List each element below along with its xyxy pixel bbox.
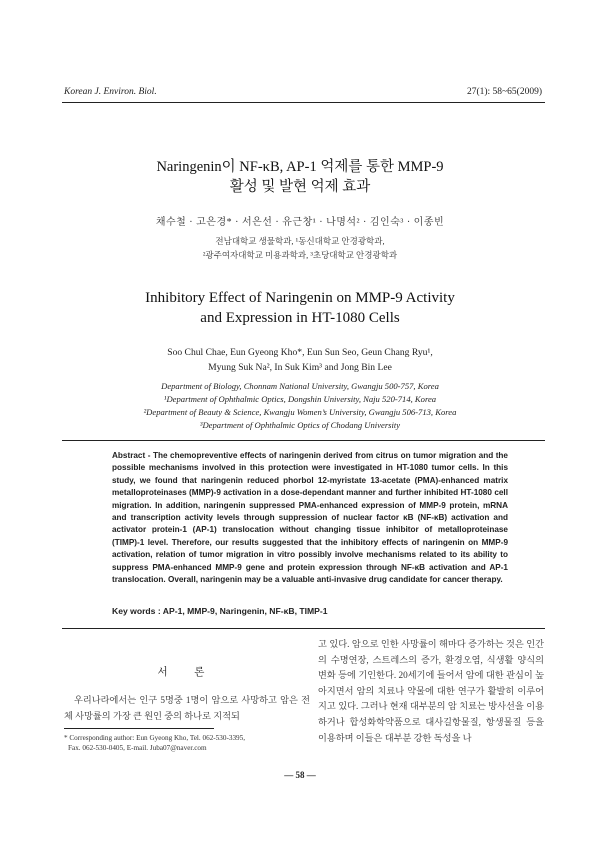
abstract-top-rule <box>62 440 545 441</box>
keywords: Key words : AP-1, MMP-9, Naringenin, NF-κB, TIMP-1 <box>112 606 328 616</box>
english-title-line1: Inhibitory Effect of Naringenin on MMP-9 Activity <box>145 290 455 306</box>
journal-name: Korean J. Environ. Biol. <box>64 87 157 97</box>
section-title: 서 론 <box>157 667 217 678</box>
body-right-column: 고 있다. 암으로 인한 사망률이 해마다 증가하는 것은 인간의 수명연장, 스트레스의 증가, 환경오염, 식생활 양식의 변화 등에 기인한다. 20세기에 들어서 암에 대한 관심이 높아지면서 암의 치료나 약물에 대한 연구가 활발히 이루어지고 있다. 그러나 현재 대부분의 암 치료는 방사선을 이용하거나 합성화학약품으로 대사길항물질, 항생물질 등을 이용하며 이들은 대부분 강한 독성을 나 <box>318 639 544 743</box>
abstract <box>112 450 508 586</box>
affiliation-2: ²Department of Beauty & Science, Kwangju Women’s University, Gwangju 506-713, Korea <box>143 407 457 417</box>
english-title-line2: and Expression in HT-1080 Cells <box>200 310 400 326</box>
volume-pages: 27(1): 58~65(2009) <box>466 87 542 97</box>
english-title <box>0 288 600 328</box>
english-authors <box>0 346 600 375</box>
page-number: — 58 — <box>284 770 316 780</box>
abstract-text: - The chemopreventive effects of naringenin derived from citrus on tumor migration and the possible mechanisms involved in this protection were investigated in HT-1080 tumor cells. In this study, we found that naringenin reduced phorbol 12-myristate 13-acetate (PMA)-enhanced matrix metalloproteinases (MMP)-9 activation in a dose-dependant manner and further inhibited HT-1080 cell migration. In addition, naringenin suppressed PMA-enhanced expression of MMP-9 protein, mRNA and transcription activity levels through suppression of nuclear factor κB (NF-κB) activation and activator protein-1 (AP-1) translocation without changing tissue inhibitor of metalloproteinase (TIMP)-1 level. Therefore, our results suggested that the inhibitory effects of naringenin on MMP-9 activation, relation of tumor migration in vitro possibly involve mechanisms related to its ability to suppress PMA-enhanced MMP-9 gene and protein expression through NF-κB activation and AP-1 translocation. Overall, naringenin may be a valuable anti-invasive drug candidate for cancer therapy. <box>112 451 508 585</box>
abstract-bottom-rule <box>62 628 545 629</box>
affiliation-0: Department of Biology, Chonnam National University, Gwangju 500-757, Korea <box>161 381 439 391</box>
footnote-rule <box>64 728 214 729</box>
korean-affiliation-line2: ²광주여자대학교 미용과학과, ³초당대학교 안경광학과 <box>202 250 398 260</box>
korean-affiliation-line1: 전남대학교 생물학과, ¹동신대학교 안경광학과, <box>215 236 385 246</box>
korean-title-line2: 활성 및 발현 억제 효과 <box>229 179 371 195</box>
korean-authors: 채수철 · 고은경* · 서은선 · 유근창¹ · 나명석² · 김인숙³ · 이종빈 <box>155 217 445 228</box>
footnote-line2: Fax. 062-530-0405, E-mail. Juba07@naver.com <box>68 744 207 752</box>
affiliation-3: ³Department of Ophthalmic Optics of Chodang University <box>199 420 401 430</box>
header-rule <box>62 102 545 103</box>
footnote-line1: * Corresponding author: Eun Gyeong Kho, Tel. 062-530-3395, <box>64 734 246 742</box>
footnote <box>64 733 310 753</box>
english-authors-line2: Myung Suk Na², In Suk Kim³ and Jong Bin Lee <box>208 361 392 373</box>
korean-affiliations <box>0 234 600 262</box>
abstract-label: Abstract <box>112 451 146 460</box>
korean-title <box>0 157 600 197</box>
english-authors-line1: Soo Chul Chae, Eun Gyeong Kho*, Eun Sun Seo, Geun Chang Ryu¹, <box>167 347 433 358</box>
body-left-column: 우리나라에서는 인구 5명중 1명이 암으로 사망하고 암은 전체 사망률의 가장 큰 원인 중의 하나로 지적되 <box>64 695 310 721</box>
english-affiliations <box>0 380 600 432</box>
affiliation-1: ¹Department of Ophthalmic Optics, Dongshin University, Naju 520-714, Korea <box>163 394 437 404</box>
korean-title-line1: Naringenin이 NF-κB, AP-1 억제를 통한 MMP-9 <box>156 159 444 175</box>
